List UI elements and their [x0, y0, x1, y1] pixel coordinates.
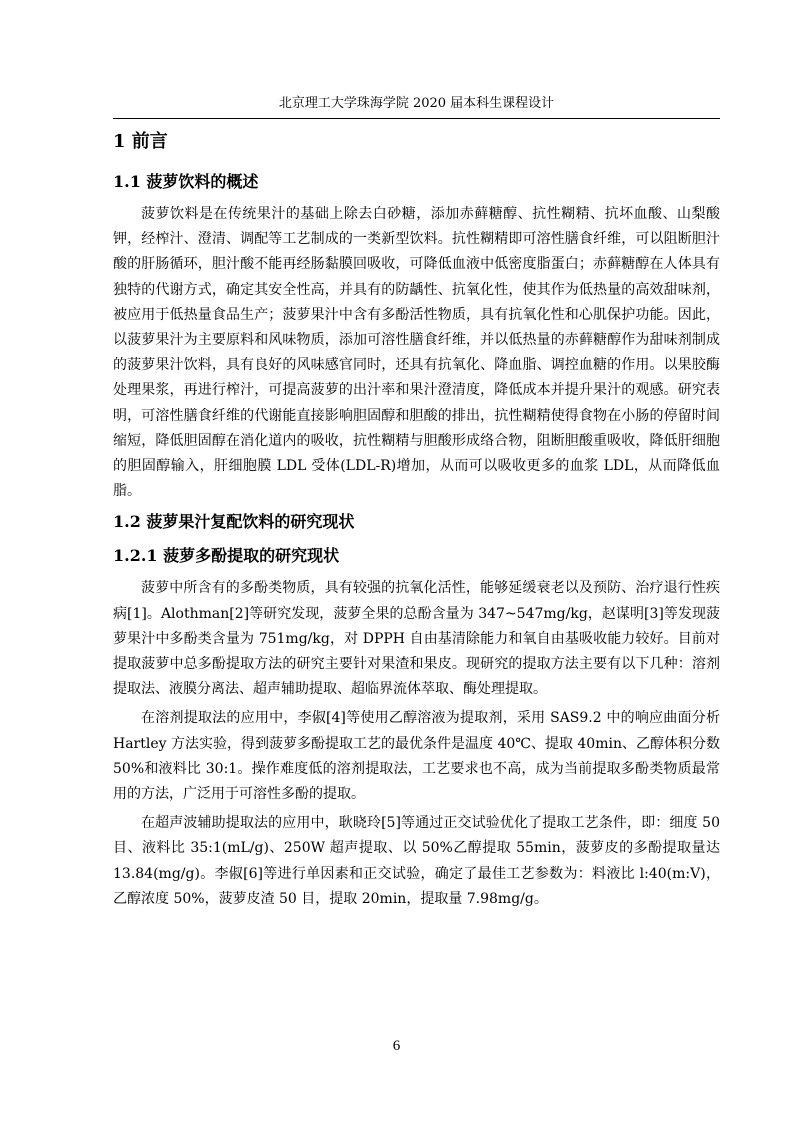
page-body [113, 128, 720, 916]
header-divider [113, 118, 720, 119]
section-heading-1-2-1: 1.2.1 菠萝多酚提取的研究现状 [113, 546, 340, 566]
paragraph-solvent-extraction: 在溶剂提取法的应用中，李俶[4]等使用乙醇溶液为提取剂，采用 SAS9.2 中的响应曲面分析 Hartley 方法实验，得到菠萝多酚提取工艺的最优条件是温度 40℃、提取 40min、乙醇体积分数 50%和液料比 30:1。操作难度低的溶剂提取法，工艺要求也不高，成为当前提取多酚类物质最常用的方法，广泛用于可溶性多酚的提取。 [113, 710, 720, 803]
paragraph-overview: 菠萝饮料是在传统果汁的基础上除去白砂糖，添加赤藓糖醇、抗性糊精、抗坏血酸、山梨酸钾，经榨汁、澄清、调配等工艺制成的一类新型饮料。抗性糊精即可溶性膳食纤维，可以阻断胆汁酸的肝肠循环，胆汁酸不能再经肠黏膜回吸收，可降低血液中低密度脂蛋白；赤藓糖醇在人体具有独特的代谢方式，确定其安全性高，并具有的防龋性、抗氧化性，使其作为低热量的高效甜味剂，被应用于低热量食品生产；菠萝果汁中含有多酚活性物质，具有抗氧化性和心肌保护功能。因此，以菠萝果汁为主要原料和风味物质，添加可溶性膳食纤维，并以低热量的赤藓糖醇作为甜味剂制成的菠萝果汁饮料，具有良好的风味感官同时，还具有抗氧化、降血脂、调控血糖的作用。以果胶酶处理果浆，再进行榨汁，可提高菠萝的出汁率和果汁澄清度，降低成本并提升果汁的观感。研究表明，可溶性膳食纤维的代谢能直接影响胆固醇和胆酸的排出，抗性糊精使得食物在小肠的停留时间缩短，降低胆固醇在消化道内的吸收，抗性糊精与胆酸形成络合物，阻断胆酸重吸收，降低肝细胞的胆固醇输入，肝细胞膜 LDL 受体(LDL-R)增加，从而可以吸收更多的血浆 LDL，从而降低血脂。 [113, 206, 720, 500]
section-heading-1-2: 1.2 菠萝果汁复配饮料的研究现状 [113, 512, 355, 532]
page-number: 6 [392, 1038, 401, 1054]
paragraph-polyphenol-intro: 菠萝中所含有的多酚类物质，具有较强的抗氧化活性，能够延缓衰老以及预防、治疗退行性疾病[1]。Alothman[2]等研究发现，菠萝全果的总酚含量为 347~547mg/kg，赵谋明[3]等发现菠萝果汁中多酚类含量为 751mg/kg，对 DPPH 自由基清除能力和氧自由基吸收能力较好。目前对提取菠萝中总多酚提取方法的研究主要针对果渣和果皮。现研究的提取方法主要有以下几种：溶剂提取法、液膜分离法、超声辅助提取、超临界流体萃取、酶处理提取。 [113, 580, 720, 698]
paragraph-ultrasonic-extraction: 在超声波辅助提取法的应用中，耿晓玲[5]等通过正交试验优化了提取工艺条件，即：细度 50 目、液料比 35:1(mL/g)、250W 超声提取、以 50%乙醇提取 55min，菠萝皮的多酚提取量达 13.84(mg/g)。李俶[6]等进行单因素和正交试验，确定了最佳工艺参数为：料液比 l:40(m:V)，乙醇浓度 50%，菠萝皮渣 50 目，提取 20min，提取量 7.98mg/g。 [113, 815, 720, 907]
section-heading-1-1: 1.1 菠萝饮料的概述 [113, 172, 259, 191]
section-heading-1: 1 前言 [113, 131, 168, 152]
running-header: 北京理工大学珠海学院 2020 届本科生课程设计 [278, 96, 555, 111]
